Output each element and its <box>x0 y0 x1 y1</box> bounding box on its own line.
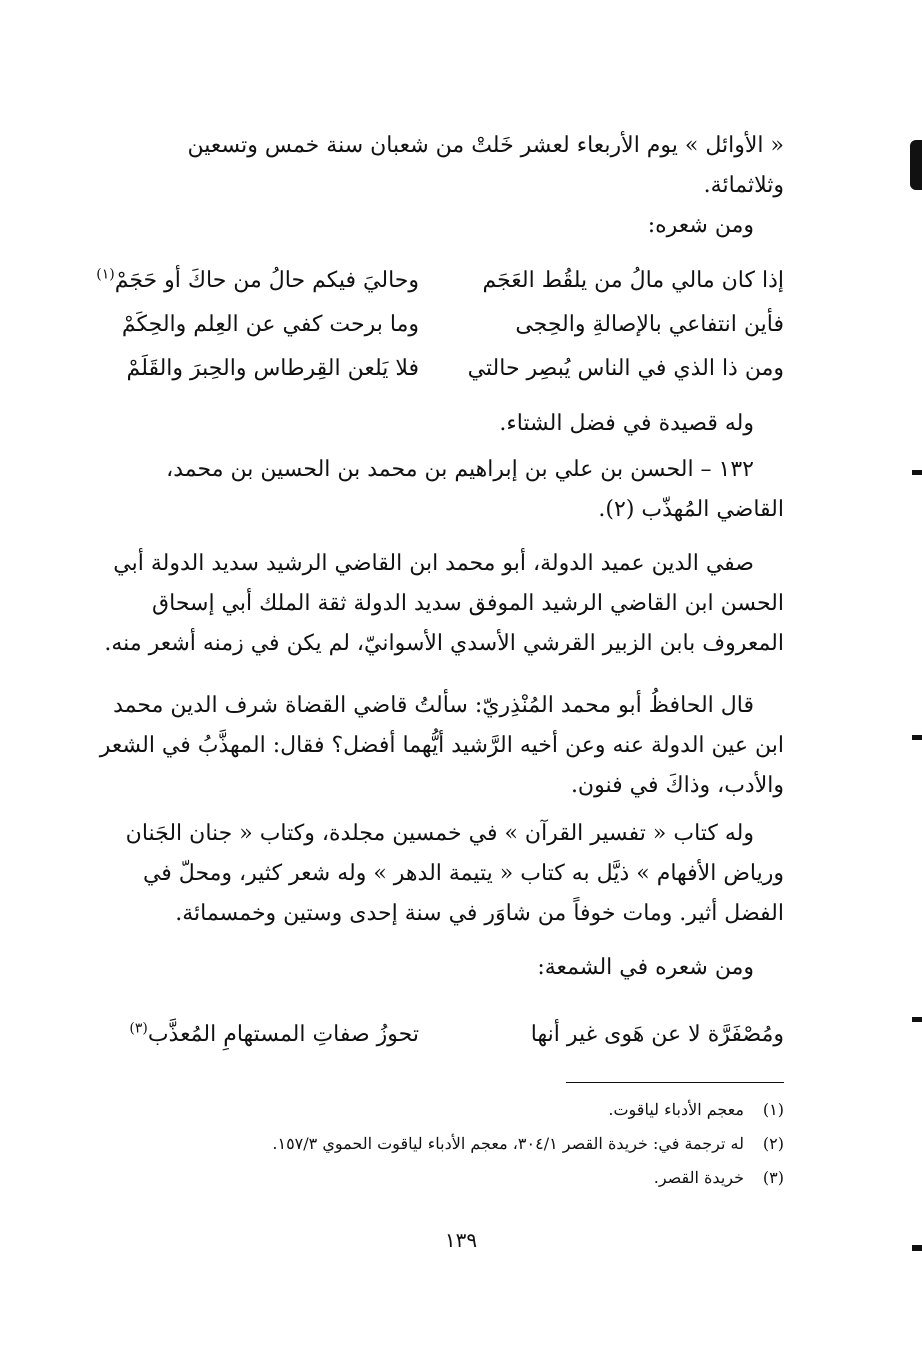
verse-hemistich-second <box>96 258 419 304</box>
verse-hemistich-text: وحاليَ فيكم حالُ من حاكَ أو حَجَمْ <box>114 268 419 293</box>
entry-heading <box>124 450 784 530</box>
verse-hemistich-first: ومُصْفَرَّة لا عن هَوى غير أنها <box>530 1022 784 1047</box>
text-line: المعروف بابن الزبير القرشي الأسدي الأسوانيّ، لم يكن في زمنه أشعر منه. <box>104 631 784 656</box>
text-line: الحسن ابن القاضي الرشيد الموفق سديد الدولة ثقة الملك أبي إسحاق <box>152 591 784 616</box>
text-line: الفضل أثير. ومات خوفاً من شاوَر في سنة إحدى وستين وخمسمائة. <box>175 901 784 926</box>
footnote-ref: (٣) <box>129 1020 148 1037</box>
verse-hemistich-second: وما برحت كفي عن العِلم والحِكَمْ <box>121 312 419 337</box>
edge-mark <box>912 470 922 475</box>
paragraph-lineage <box>104 544 784 664</box>
edge-mark <box>912 735 922 740</box>
verse-line <box>124 1012 784 1058</box>
footnote <box>124 1162 784 1194</box>
verse-line <box>96 258 784 304</box>
footnote-text: خريدة القصر. <box>653 1168 744 1187</box>
footnote-text: له ترجمة في: خريدة القصر ٣٠٤/١، معجم الأدباء لياقوت الحموي ١٥٧/٣. <box>272 1134 744 1153</box>
footnote-text: معجم الأدباء لياقوت. <box>608 1100 744 1119</box>
footnote-separator <box>566 1082 784 1083</box>
text-line: ورياض الأفهام » ذيَّل به كتاب « يتيمة الدهر » وله شعر كثير، ومحلّ في <box>142 861 784 886</box>
text-line: صفي الدين عميد الدولة، أبو محمد ابن القاضي الرشيد سديد الدولة أبي <box>113 551 754 576</box>
verse-hemistich-first: ومن ذا الذي في الناس يُبصِر حالتي <box>467 356 784 381</box>
text-line: وثلاثمائة. <box>703 173 784 198</box>
footnote-number: (٢) <box>762 1134 784 1153</box>
paragraph-mundhiri <box>99 686 784 806</box>
opening-text <box>124 126 784 246</box>
page-number: ١٣٩ <box>444 1228 478 1252</box>
text-line: « الأوائل » يوم الأربعاء لعشر خَلتْ من شعبان سنة خمس وتسعين <box>187 133 784 158</box>
verse-hemistich-text: تحوزُ صفاتِ المستهامِ المُعذَّب <box>147 1022 419 1047</box>
footnote-number: (١) <box>762 1100 784 1119</box>
text-line: القاضي المُهذّب (٢). <box>598 497 784 522</box>
verse-hemistich-second <box>119 1012 419 1058</box>
verse-line <box>124 346 784 392</box>
edge-mark <box>910 140 922 190</box>
footnote <box>124 1094 784 1126</box>
text-line: ومن شعره في الشمعة: <box>537 955 754 980</box>
text-line: ١٣٢ – الحسن بن علي بن إبراهيم بن محمد بن الحسين بن محمد، <box>166 457 754 482</box>
text-line: ومن شعره: <box>647 213 754 238</box>
edge-mark <box>912 1017 922 1022</box>
footnote-number: (٣) <box>762 1168 784 1187</box>
text-line: قال الحافظُ أبو محمد المُنْذِريّ: سألتُ قاضي القضاة شرف الدين محمد <box>113 693 754 718</box>
text-line: والأدب، وذاكَ في فنون. <box>570 773 784 798</box>
verse-hemistich-second: فلا يَلعن القِرطاس والحِبرَ والقَلَمْ <box>126 356 419 381</box>
verse-hemistich-first: فأين انتفاعي بالإصالةِ والحِجى <box>515 312 784 337</box>
candle-intro <box>124 948 784 988</box>
text-line: ابن عين الدولة عنه وعن أخيه الرَّشيد أيُّهما أفضل؟ فقال: المهذَّبُ في الشعر <box>99 733 784 758</box>
footnote <box>124 1128 784 1160</box>
verse-line <box>121 302 784 348</box>
text-line: وله قصيدة في فضل الشتاء. <box>499 411 754 436</box>
qasida-note <box>124 404 784 444</box>
verse-hemistich-first: إذا كان مالي مالُ من يلقُط العَجَم <box>482 268 784 293</box>
paragraph-books <box>124 814 784 934</box>
text-line: وله كتاب « تفسير القرآن » في خمسين مجلدة، وكتاب « جنان الجَنان <box>125 821 754 846</box>
footnote-ref: (١) <box>96 266 115 283</box>
